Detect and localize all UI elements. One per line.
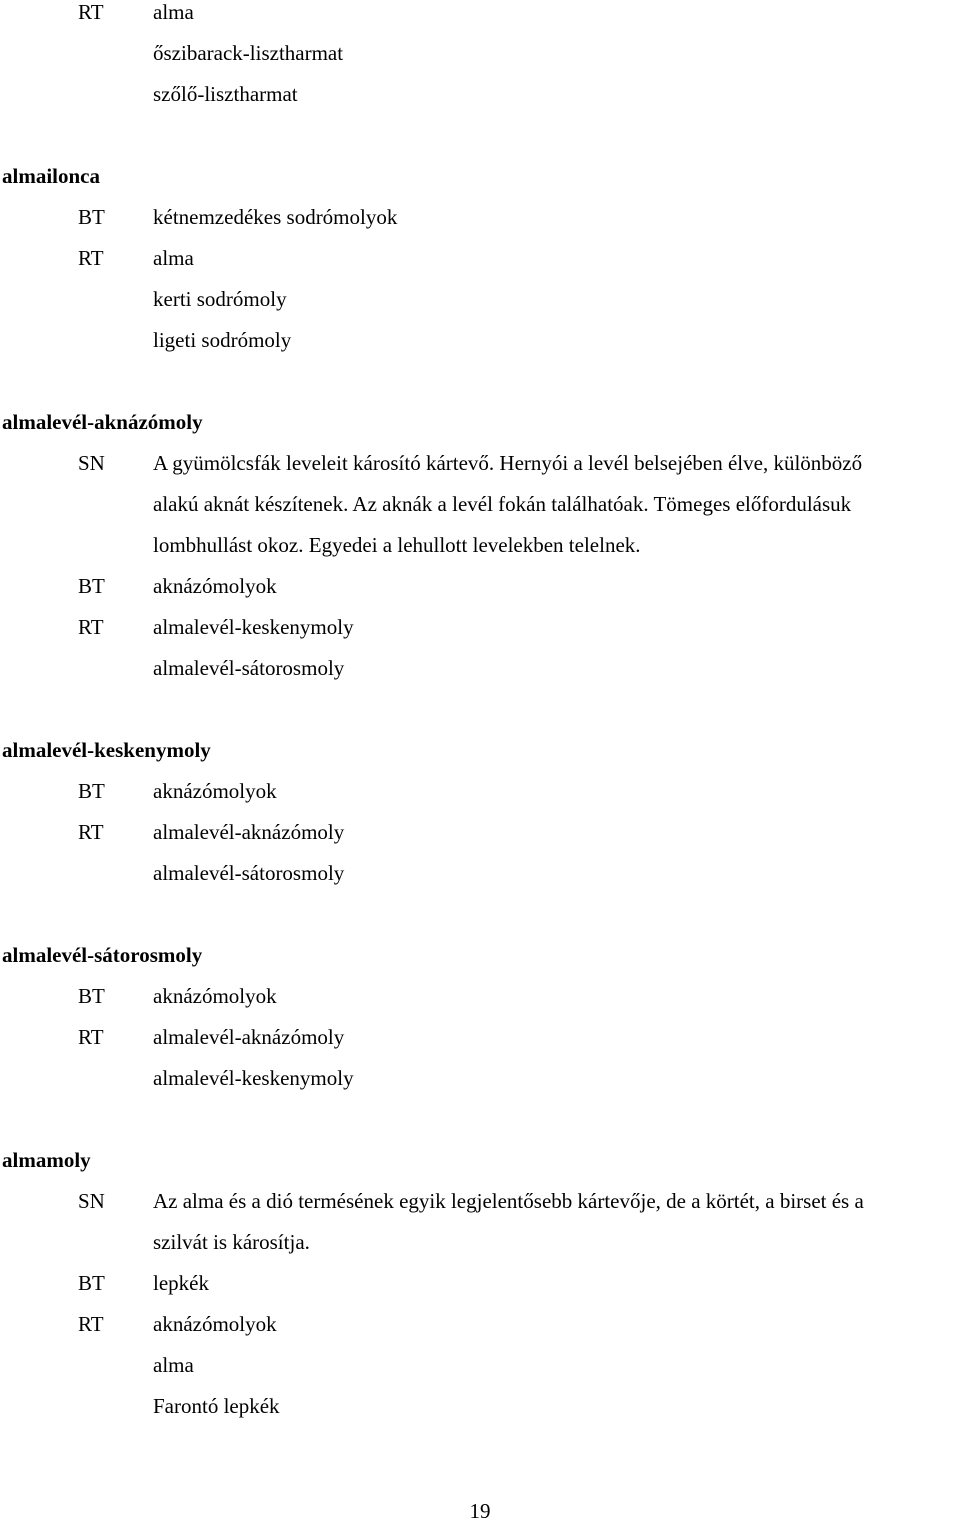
related-term: almalevél-aknázómoly: [153, 1025, 345, 1049]
entry-heading-line: [0, 164, 960, 205]
entry-row: [0, 1394, 960, 1435]
related-term: aknázómolyok: [153, 1312, 277, 1336]
entry-row: [0, 779, 960, 820]
entry-heading: almamoly: [2, 1148, 91, 1172]
related-term: aknázómolyok: [153, 984, 277, 1008]
entry-continuation: [0, 0, 960, 123]
relation-code: BT: [78, 205, 105, 229]
entry-row: [0, 656, 960, 697]
entry-row: [0, 246, 960, 287]
entry-almalevel-keskenymoly: [0, 738, 960, 902]
scope-note: Az alma és a dió termésének egyik legjelentősebb kártevője, de a körtét, a birset és a: [153, 1189, 864, 1213]
related-term: almalevél-sátorosmoly: [153, 656, 345, 680]
relation-code: RT: [78, 1025, 104, 1049]
entry-heading-line: [0, 410, 960, 451]
entry-row: [0, 1230, 960, 1271]
relation-code: RT: [78, 615, 104, 639]
entry-row: [0, 533, 960, 574]
entry-row: [0, 1066, 960, 1107]
related-term: kétnemzedékes sodrómolyok: [153, 205, 398, 229]
entry-row: [0, 1189, 960, 1230]
scope-note: lombhullást okoz. Egyedei a lehullott levelekben telelnek.: [153, 533, 641, 557]
page-number: 19: [469, 1499, 491, 1523]
entry-spacer: [0, 123, 960, 164]
relation-code: BT: [78, 779, 105, 803]
related-term: őszibarack-lisztharmat: [153, 41, 344, 65]
entry-almalevel-satorosmoly: [0, 943, 960, 1107]
entry-spacer: [0, 369, 960, 410]
related-term: szőlő-lisztharmat: [153, 82, 298, 106]
relation-code: RT: [78, 820, 104, 844]
entry-row: [0, 1312, 960, 1353]
entry-row: [0, 861, 960, 902]
relation-code: BT: [78, 984, 105, 1008]
entry-row: [0, 41, 960, 82]
relation-code: RT: [78, 246, 104, 270]
entry-row: [0, 328, 960, 369]
entry-almailonca: [0, 164, 960, 369]
relation-code: RT: [78, 0, 104, 24]
entry-row: [0, 820, 960, 861]
entry-spacer: [0, 1107, 960, 1148]
related-term: lepkék: [153, 1271, 209, 1295]
entry-heading: almalevél-aknázómoly: [2, 410, 203, 434]
related-term: aknázómolyok: [153, 779, 277, 803]
entry-row: [0, 984, 960, 1025]
related-term: almalevél-keskenymoly: [153, 615, 354, 639]
entry-row: [0, 1353, 960, 1394]
entry-row: [0, 82, 960, 123]
entry-row: [0, 574, 960, 615]
related-term: alma: [153, 246, 194, 270]
entry-row: [0, 0, 960, 41]
related-term: Farontó lepkék: [153, 1394, 280, 1418]
entry-heading-line: [0, 943, 960, 984]
relation-code: SN: [78, 451, 105, 475]
related-term: aknázómolyok: [153, 574, 277, 598]
entry-almamoly: [0, 1148, 960, 1435]
relation-code: BT: [78, 574, 105, 598]
entry-row: [0, 1025, 960, 1066]
entry-row: [0, 615, 960, 656]
entry-heading-line: [0, 738, 960, 779]
entry-row: [0, 492, 960, 533]
entry-almalevel-aknazomoly: [0, 410, 960, 697]
entry-row: [0, 287, 960, 328]
relation-code: SN: [78, 1189, 105, 1213]
related-term: kerti sodrómoly: [153, 287, 287, 311]
relation-code: BT: [78, 1271, 105, 1295]
entry-row: [0, 451, 960, 492]
entry-row: [0, 1271, 960, 1312]
entry-heading: almalevél-sátorosmoly: [2, 943, 203, 967]
entry-heading: almalevél-keskenymoly: [2, 738, 211, 762]
entry-spacer: [0, 902, 960, 943]
related-term: almalevél-aknázómoly: [153, 820, 345, 844]
scope-note: A gyümölcsfák leveleit károsító kártevő. Hernyói a levél belsejében élve, különböző: [153, 451, 863, 475]
entry-heading-line: [0, 1148, 960, 1189]
scope-note: szilvát is károsítja.: [153, 1230, 310, 1254]
related-term: alma: [153, 1353, 194, 1377]
entry-row: [0, 205, 960, 246]
scope-note: alakú aknát készítenek. Az aknák a levél fokán találhatóak. Tömeges előfordulásuk: [153, 492, 852, 516]
relation-code: RT: [78, 1312, 104, 1336]
entry-spacer: [0, 697, 960, 738]
related-term: ligeti sodrómoly: [153, 328, 292, 352]
entry-heading: almailonca: [2, 164, 100, 188]
related-term: almalevél-sátorosmoly: [153, 861, 345, 885]
related-term: alma: [153, 0, 194, 24]
related-term: almalevél-keskenymoly: [153, 1066, 354, 1090]
